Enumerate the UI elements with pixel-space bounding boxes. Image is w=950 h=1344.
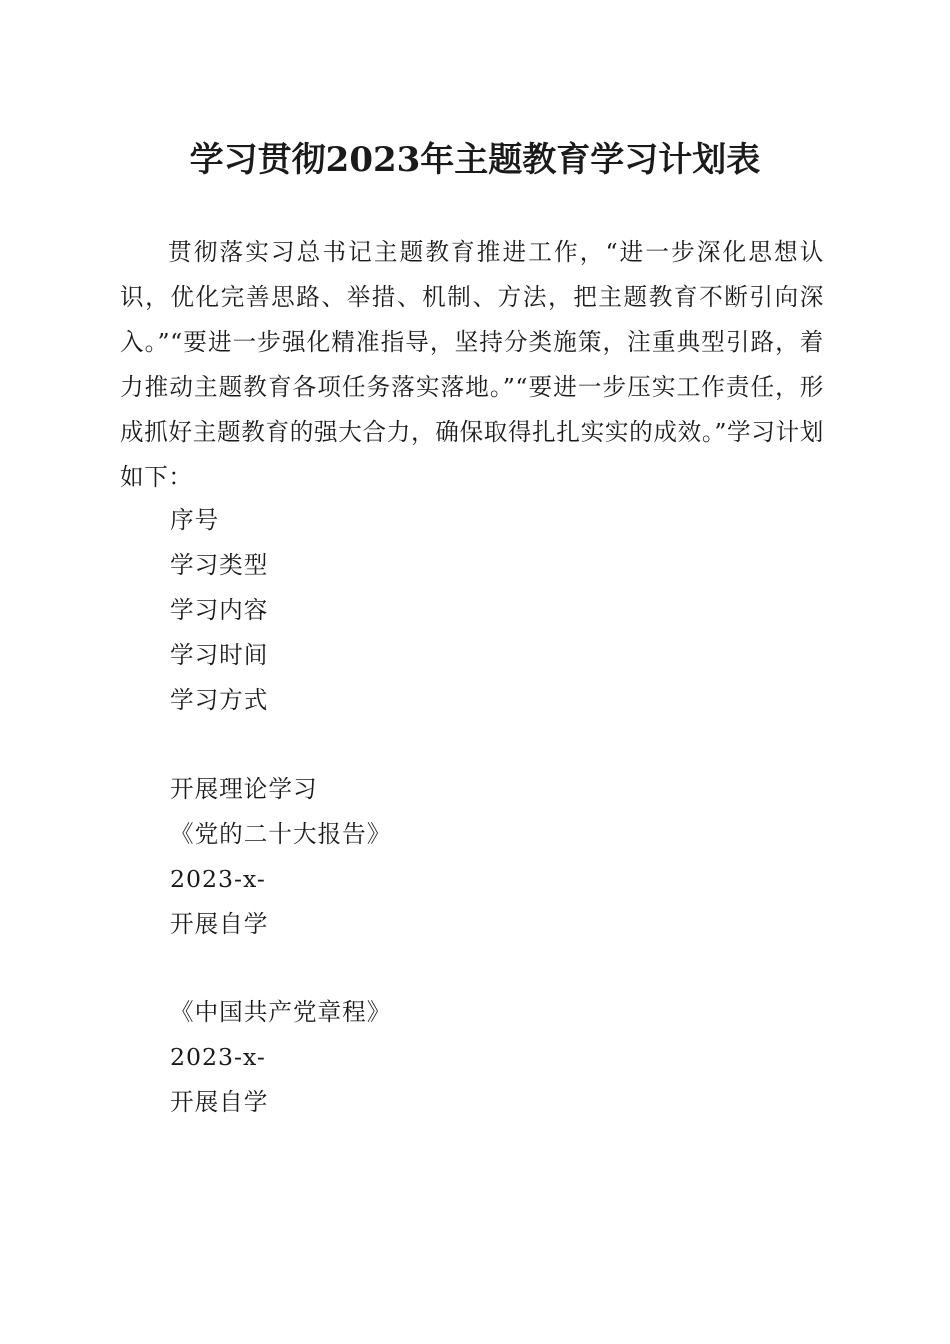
row-1-time: 2023-x- [170, 865, 266, 893]
row-1-content: 《党的二十大报告》 [170, 820, 392, 848]
row-1-type: 开展理论学习 [170, 775, 318, 803]
header-study-content: 学习内容 [170, 596, 269, 624]
header-serial: 序号 [170, 506, 220, 534]
header-study-time: 学习时间 [170, 641, 269, 669]
row-1-method: 开展自学 [170, 910, 269, 938]
document-title: 学习贯彻2023年主题教育学习计划表 [189, 140, 761, 180]
header-study-type: 学习类型 [170, 551, 269, 579]
header-study-method: 学习方式 [170, 686, 269, 714]
row-2-content: 《中国共产党章程》 [170, 998, 392, 1026]
row-2-time: 2023-x- [170, 1043, 266, 1071]
intro-paragraph: 贯彻落实习总书记主题教育推进工作，“进一步深化思想认识，优化完善思路、举措、机制、方法，把主题教育不断引向深入。”“要进一步强化精准指导，坚持分类施策，注重典型引路，着力推动主题教育各项任务落实落地。”“要进一步压实工作责任，形成抓好主题教育的强大合力，确保取得扎扎实实的成效。”学习计划如下： [120, 238, 824, 491]
row-2-method: 开展自学 [170, 1088, 269, 1116]
